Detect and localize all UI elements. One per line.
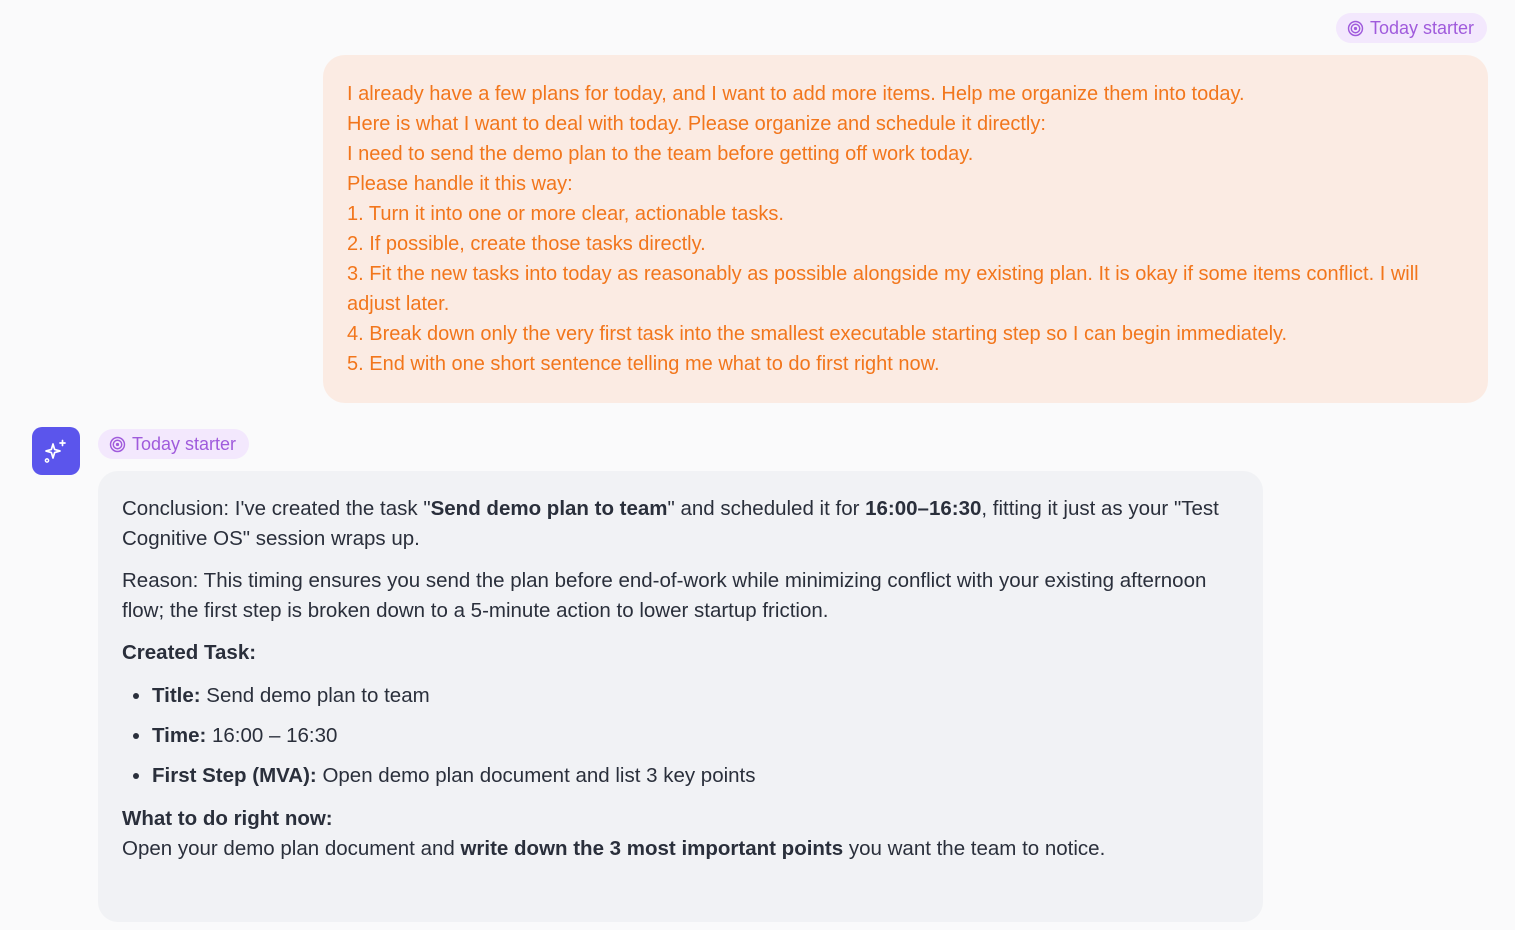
task-detail-item (152, 721, 1233, 751)
assistant-message-tag-label: Today starter (132, 433, 237, 454)
task-detail-value: Send demo plan to team (200, 684, 430, 707)
created-task-heading: Created Task: (122, 641, 257, 664)
task-detail-label: First Step (MVA): (152, 764, 317, 787)
user-message-line: I already have a few plans for today, and I want to add more items. Help me organize them into today. (347, 83, 1245, 105)
task-detail-value: Open demo plan document and list 3 key points (316, 764, 756, 787)
assistant-avatar (32, 427, 80, 475)
conclusion-prefix: Conclusion: I've created the task " (122, 497, 431, 520)
conclusion-suffix: , fitting it just as your "Test Cognitive OS" session wraps up. (122, 497, 1219, 550)
assistant-message-bubble (98, 471, 1263, 922)
user-message-tag-label: Today starter (1369, 17, 1474, 38)
task-detail-value: 16:00 – 16:30 (206, 724, 338, 747)
user-message-line: I need to send the demo plan to the team before getting off work today. (347, 143, 974, 165)
user-message-line: Here is what I want to deal with today. Please organize and schedule it directly: (347, 113, 1046, 135)
reason-paragraph: Reason: This timing ensures you send the plan before end-of-work while minimizing conflict with your existing afternoon flow; the first step is broken down to a 5-minute action to lower startup friction. (122, 569, 1207, 622)
now-emphasis: write down the 3 most important points (460, 837, 844, 860)
now-suffix: you want the team to notice. (843, 837, 1106, 860)
user-message-line: 1. Turn it into one or more clear, actionable tasks. (347, 203, 784, 225)
target-icon (1347, 20, 1364, 37)
user-message-line: 2. If possible, create those tasks directly. (347, 233, 706, 255)
task-detail-item (152, 681, 1233, 711)
task-detail-label: Time: (152, 724, 207, 747)
conclusion-task-name: Send demo plan to team (430, 497, 668, 520)
user-message-bubble (323, 55, 1488, 403)
user-message-line: Please handle it this way: (347, 173, 573, 195)
task-details-list (122, 681, 1233, 791)
conclusion-paragraph (122, 494, 1233, 554)
conclusion-middle: " and scheduled it for (667, 497, 866, 520)
now-prefix: Open your demo plan document and (122, 837, 461, 860)
task-detail-label: Title: (152, 684, 201, 707)
target-icon (109, 436, 126, 453)
assistant-message-tag[interactable] (98, 429, 249, 459)
user-message-line: 4. Break down only the very first task into the smallest executable starting step so I can begin immediately. (347, 323, 1288, 345)
task-detail-item (152, 761, 1233, 791)
sparkles-icon (43, 438, 69, 464)
user-message-line: 5. End with one short sentence telling me what to do first right now. (347, 353, 940, 375)
now-paragraph (122, 834, 1233, 864)
now-heading: What to do right now: (122, 807, 333, 830)
user-message-line: 3. Fit the new tasks into today as reasonably as possible alongside my existing plan. It is okay if some items conflict. I will adjust later. (347, 263, 1419, 315)
user-message-tag[interactable] (1336, 13, 1487, 43)
conclusion-time: 16:00–16:30 (865, 497, 982, 520)
